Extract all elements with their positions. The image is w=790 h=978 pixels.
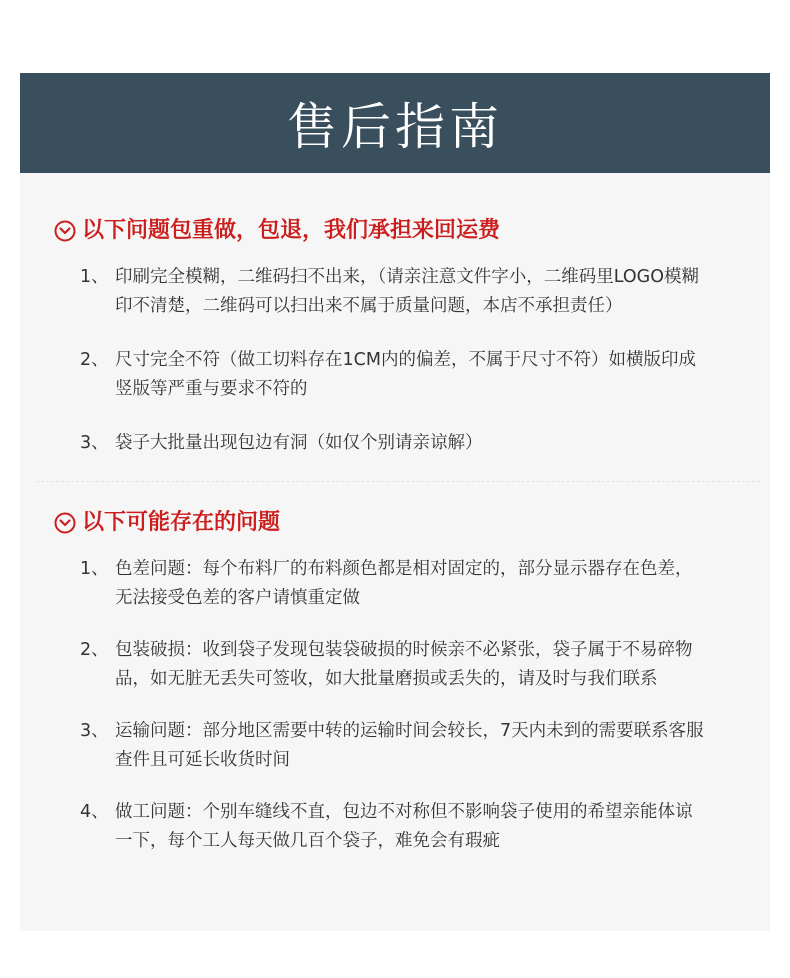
dashed-divider (36, 481, 760, 482)
item-number: 2、 (80, 640, 109, 660)
item-text: 运输问题：部分地区需要中转的运输时间会较长，7天内未到的需要联系客服查件且可延长收货时间 (115, 721, 704, 770)
list-item (80, 429, 770, 458)
after-sales-guide-card (20, 73, 770, 931)
section-possible-issues (20, 508, 770, 879)
item-text: 印刷完全模糊，二维码扫不出来，（请亲注意文件字小，二维码里LOGO模糊印不清楚，二维码可以扫出来不属于质量问题，本店不承担责任） (115, 267, 699, 316)
item-list (20, 263, 770, 458)
item-number: 4、 (80, 802, 109, 822)
list-item (80, 346, 770, 404)
item-text: 袋子大批量出现包边有洞（如仅个别请亲谅解） (115, 433, 483, 453)
section-title-text: 以下可能存在的问题 (82, 510, 281, 535)
list-item (80, 717, 770, 775)
item-number: 1、 (80, 559, 109, 579)
item-text: 色差问题：每个布料厂的布料颜色都是相对固定的，部分显示器存在色差，无法接受色差的客户请慎重定做 (115, 559, 693, 608)
item-number: 3、 (80, 433, 109, 453)
circle-chevron-down-icon (54, 220, 76, 242)
item-number: 2、 (80, 350, 109, 370)
item-text: 尺寸完全不符（做工切料存在1CM内的偏差，不属于尺寸不符）如横版印成竖版等严重与要求不符的 (115, 350, 696, 399)
list-item (80, 798, 770, 856)
section-refund-conditions (20, 216, 770, 483)
section-title-text: 以下问题包重做，包退，我们承担来回运费 (82, 218, 501, 243)
list-item (80, 263, 770, 321)
item-list (20, 555, 770, 856)
section-title (20, 216, 770, 246)
item-number: 3、 (80, 721, 109, 741)
page-title-banner (20, 73, 770, 173)
item-number: 1、 (80, 267, 109, 287)
list-item (80, 636, 770, 694)
item-text: 包装破损：收到袋子发现包装袋破损的时候亲不必紧张，袋子属于不易碎物品，如无脏无丢失可签收，如大批量磨损或丢失的，请及时与我们联系 (115, 640, 693, 689)
circle-chevron-down-icon (54, 512, 76, 534)
page-title: 售后指南 (287, 98, 503, 156)
item-text: 做工问题：个别车缝线不直，包边不对称但不影响袋子使用的希望亲能体谅一下，每个工人每天做几百个袋子，难免会有瑕疵 (115, 802, 693, 851)
section-title (20, 508, 770, 538)
list-item (80, 555, 770, 613)
